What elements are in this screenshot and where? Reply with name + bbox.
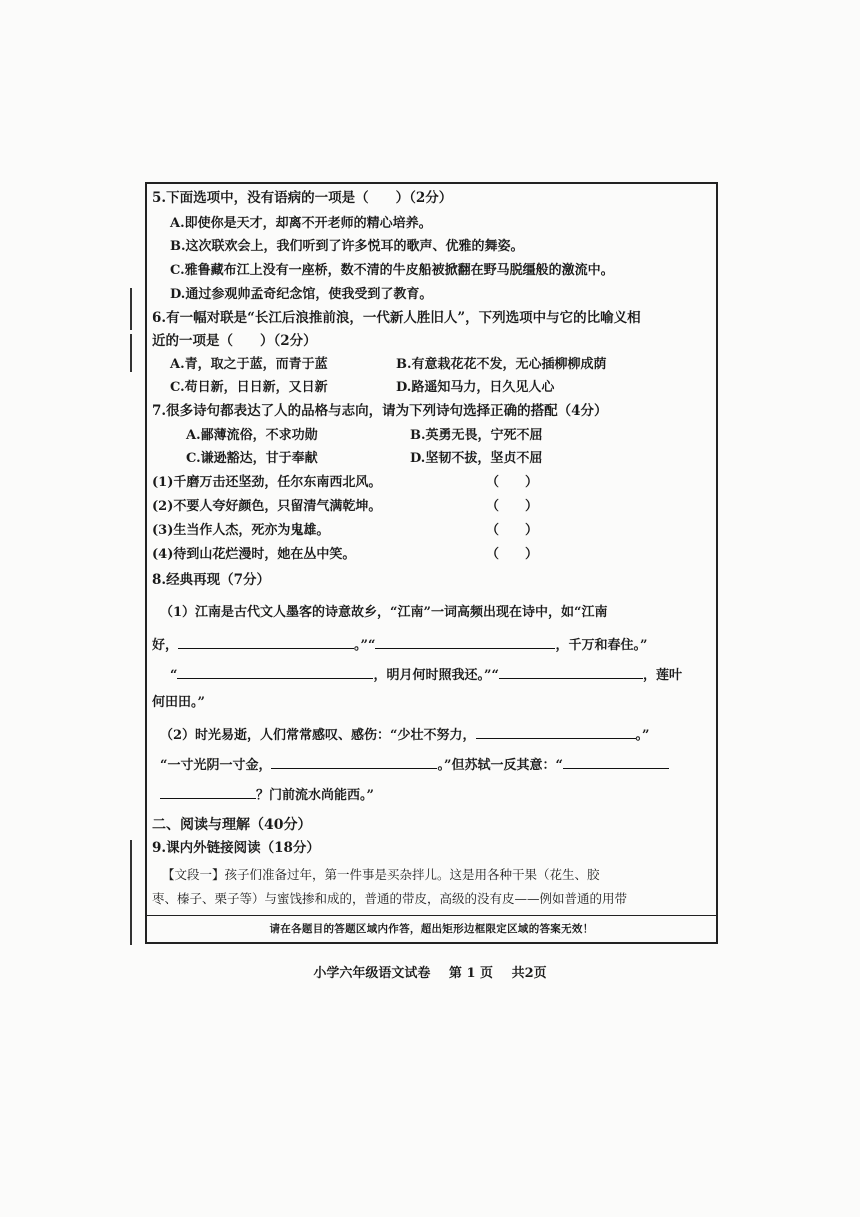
q8-part2-line-3 — [160, 784, 374, 804]
page-footer — [0, 962, 860, 981]
q7-option-a: A.鄙薄流俗，不求功勋 — [186, 428, 318, 443]
q7-answer-paren-4[interactable]: （ ） — [486, 547, 539, 562]
section-2-title: 二、阅读与理解（40分） — [152, 817, 312, 833]
q8-stem: 8.经典再现（7分） — [152, 572, 270, 588]
q8-text: ？门前流水尚能西。” — [256, 788, 374, 803]
answer-area-notice: 请在各题目的答题区域内作答，超出矩形边框限定区域的答案无效！ — [147, 915, 716, 942]
q5-option-d: D.通过参观帅孟奇纪念馆，使我受到了教育。 — [170, 287, 433, 302]
q5-option-c: C.雅鲁藏布江上没有一座桥，数不清的牛皮船被掀翻在野马脱缰般的激流中。 — [170, 263, 614, 278]
q7-item-2: (2)不要人夸好颜色，只留清气满乾坤。 — [152, 499, 382, 514]
binding-mark — [130, 840, 132, 945]
q8-text: 。” — [635, 728, 650, 743]
q8-part1-line-4: 何田田。” — [152, 695, 205, 710]
q7-option-c: C.谦逊豁达，甘于奉献 — [186, 451, 318, 466]
q8-part2-line-1 — [160, 724, 650, 744]
q6-stem-line-1: 6.有一幅对联是“长江后浪推前浪，一代新人胜旧人”，下列选项中与它的比喻义相 — [152, 310, 641, 326]
q8-text: ，千万和春住。” — [555, 638, 648, 653]
q5-option-a: A.即使你是天才，却离不开老师的精心培养。 — [170, 216, 432, 231]
binding-mark — [130, 334, 132, 372]
q8-text: ，莲叶 — [642, 668, 682, 683]
q7-option-d: D.坚韧不拔，坚贞不屈 — [410, 451, 543, 466]
q6-option-d: D.路遥知马力，日久见人心 — [396, 380, 555, 395]
q8-text: 好， — [152, 638, 179, 653]
q8-text: 。”但苏轼一反其意：“ — [437, 758, 563, 773]
q7-item-1: (1)千磨万击还坚劲，任尔东南西北风。 — [152, 475, 382, 490]
q8-text: （2）时光易逝，人们常常感叹、感伤：“少壮不努力， — [160, 728, 476, 743]
q6-stem-line-2: 近的一项是（ ）（2分） — [152, 333, 317, 349]
q7-item-4: (4)待到山花烂漫时，她在丛中笑。 — [152, 547, 356, 562]
q8-part1-line-2 — [152, 634, 647, 654]
q7-item-3: (3)生当作人杰，死亦为鬼雄。 — [152, 523, 330, 538]
binding-mark — [130, 288, 132, 330]
q8-part2-line-2 — [160, 754, 669, 774]
q7-answer-paren-2[interactable]: （ ） — [486, 499, 539, 514]
q8-text: 。”“ — [354, 638, 376, 653]
q8-blank-3[interactable] — [177, 664, 373, 679]
q8-text: “一寸光阴一寸金， — [160, 758, 272, 773]
footer-page-number: 第 1 页 — [448, 966, 494, 981]
q8-part1-line-1: （1）江南是古代文人墨客的诗意故乡，“江南”一词高频出现在诗中，如“江南 — [160, 605, 608, 620]
q7-answer-paren-3[interactable]: （ ） — [486, 523, 539, 538]
q5-stem: 5.下面选项中，没有语病的一项是（ ）（2分） — [152, 190, 453, 206]
q6-option-b: B.有意栽花花不发，无心插柳柳成荫 — [396, 357, 607, 372]
q8-text: ，明月何时照我还。”“ — [373, 668, 499, 683]
q8-blank-1[interactable] — [178, 634, 354, 649]
q8-blank-7[interactable] — [563, 754, 669, 769]
q6-option-c: C.苟日新，日日新，又日新 — [170, 380, 328, 395]
q9-passage-line-1: 【文段一】孩子们准备过年，第一件事是买杂拌儿。这是用各种干果（花生、胶 — [162, 867, 600, 882]
q8-blank-6[interactable] — [271, 754, 437, 769]
q9-passage-line-2: 枣、榛子、栗子等）与蜜饯掺和成的，普通的带皮，高级的没有皮——例如普通的用带 — [152, 891, 628, 906]
q6-option-a: A.青，取之于蓝，而青于蓝 — [170, 357, 328, 372]
footer-exam-title: 小学六年级语文试卷 — [313, 966, 431, 981]
q8-part1-line-3 — [170, 664, 682, 684]
q7-answer-paren-1[interactable]: （ ） — [486, 475, 539, 490]
footer-total-pages: 共2页 — [511, 966, 547, 981]
q9-stem: 9.课内外链接阅读（18分） — [152, 840, 320, 856]
q7-option-b: B.英勇无畏，宁死不屈 — [410, 428, 543, 443]
q8-text: “ — [170, 668, 178, 683]
q8-blank-4[interactable] — [499, 664, 643, 679]
q8-blank-2[interactable] — [375, 634, 555, 649]
q8-blank-8[interactable] — [160, 784, 256, 799]
q7-stem: 7.很多诗句都表达了人的品格与志向，请为下列诗句选择正确的搭配（4分） — [152, 403, 608, 419]
q8-blank-5[interactable] — [476, 724, 636, 739]
q5-option-b: B.这次联欢会上，我们听到了许多悦耳的歌声、优雅的舞姿。 — [170, 239, 524, 254]
